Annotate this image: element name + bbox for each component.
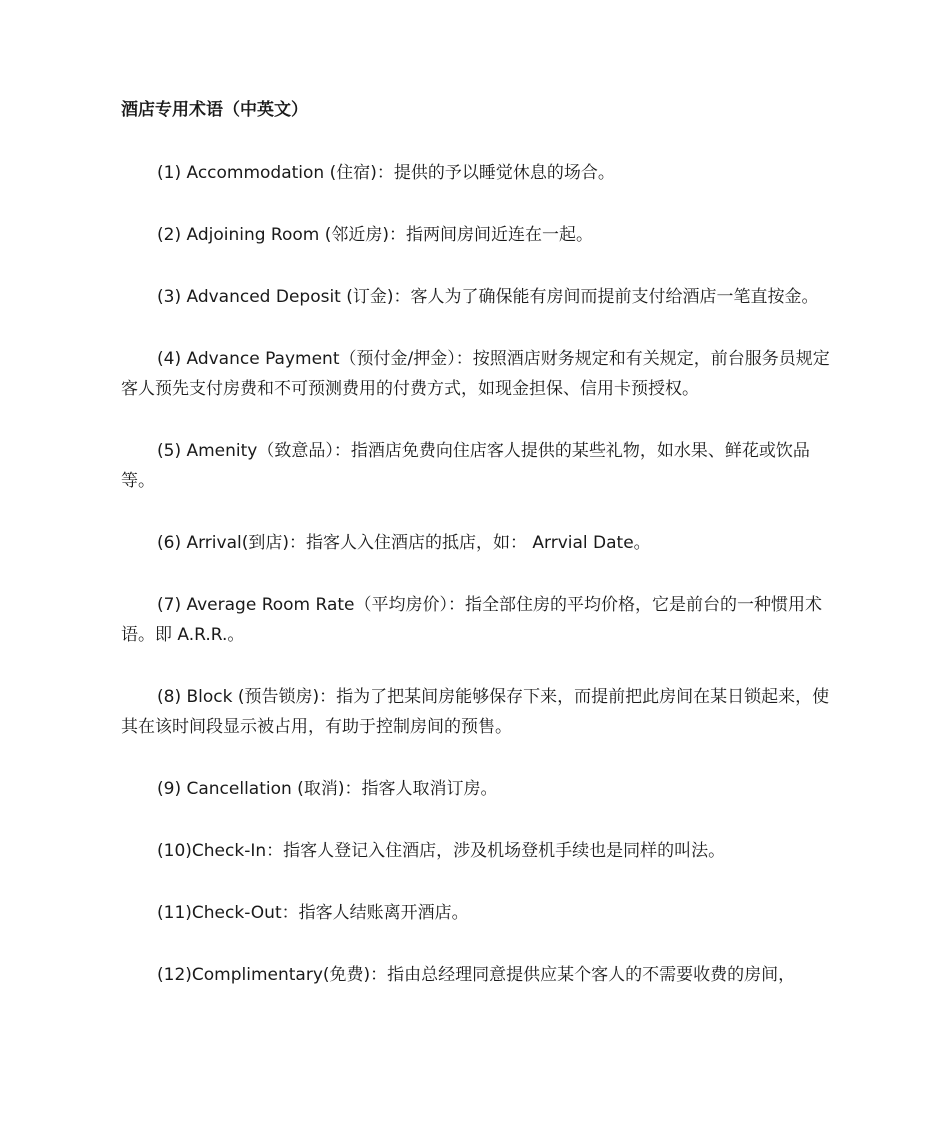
term-entry-2: (2) Adjoining Room (邻近房)：指两间房间近连在一起。 <box>157 225 593 245</box>
term-entry-3: (3) Advanced Deposit (订金)：客人为了确保能有房间而提前支付给酒店一笔直按金。 <box>157 287 819 307</box>
document-page <box>121 98 841 1022</box>
term-entry-8: (8) Block (预告锁房)：指为了把某间房能够保存下来，而提前把此房间在某日锁起来，使其在该时间段显示被占用，有助于控制房间的预售。 <box>121 687 830 737</box>
term-entry-10: (10)Check-In：指客人登记入住酒店，涉及机场登机手续也是同样的叫法。 <box>157 841 726 861</box>
term-entry-11: (11)Check-Out：指客人结账离开酒店。 <box>157 903 469 923</box>
term-entry-4: (4) Advance Payment（预付金/押金）：按照酒店财务规定和有关规定，前台服务员规定客人预先支付房费和不可预测费用的付费方式，如现金担保、信用卡预授权。 <box>121 349 830 399</box>
term-entry-1: (1) Accommodation (住宿)：提供的予以睡觉休息的场合。 <box>157 163 615 183</box>
document-title: 酒店专用术语（中英文） <box>121 100 308 120</box>
term-entry-5: (5) Amenity（致意品）：指酒店免费向住店客人提供的某些礼物，如水果、鲜花或饮品等。 <box>121 441 810 491</box>
term-entry-6: (6) Arrival(到店)：指客人入住酒店的抵店，如： Arrvial Date。 <box>157 533 651 553</box>
term-entry-12: (12)Complimentary(免费)：指由总经理同意提供应某个客人的不需要收费的房间， <box>157 965 796 985</box>
term-entry-9: (9) Cancellation (取消)：指客人取消订房。 <box>157 779 498 799</box>
term-entry-7: (7) Average Room Rate（平均房价）：指全部住房的平均价格，它是前台的一种惯用术语。即 A.R.R.。 <box>121 595 822 645</box>
